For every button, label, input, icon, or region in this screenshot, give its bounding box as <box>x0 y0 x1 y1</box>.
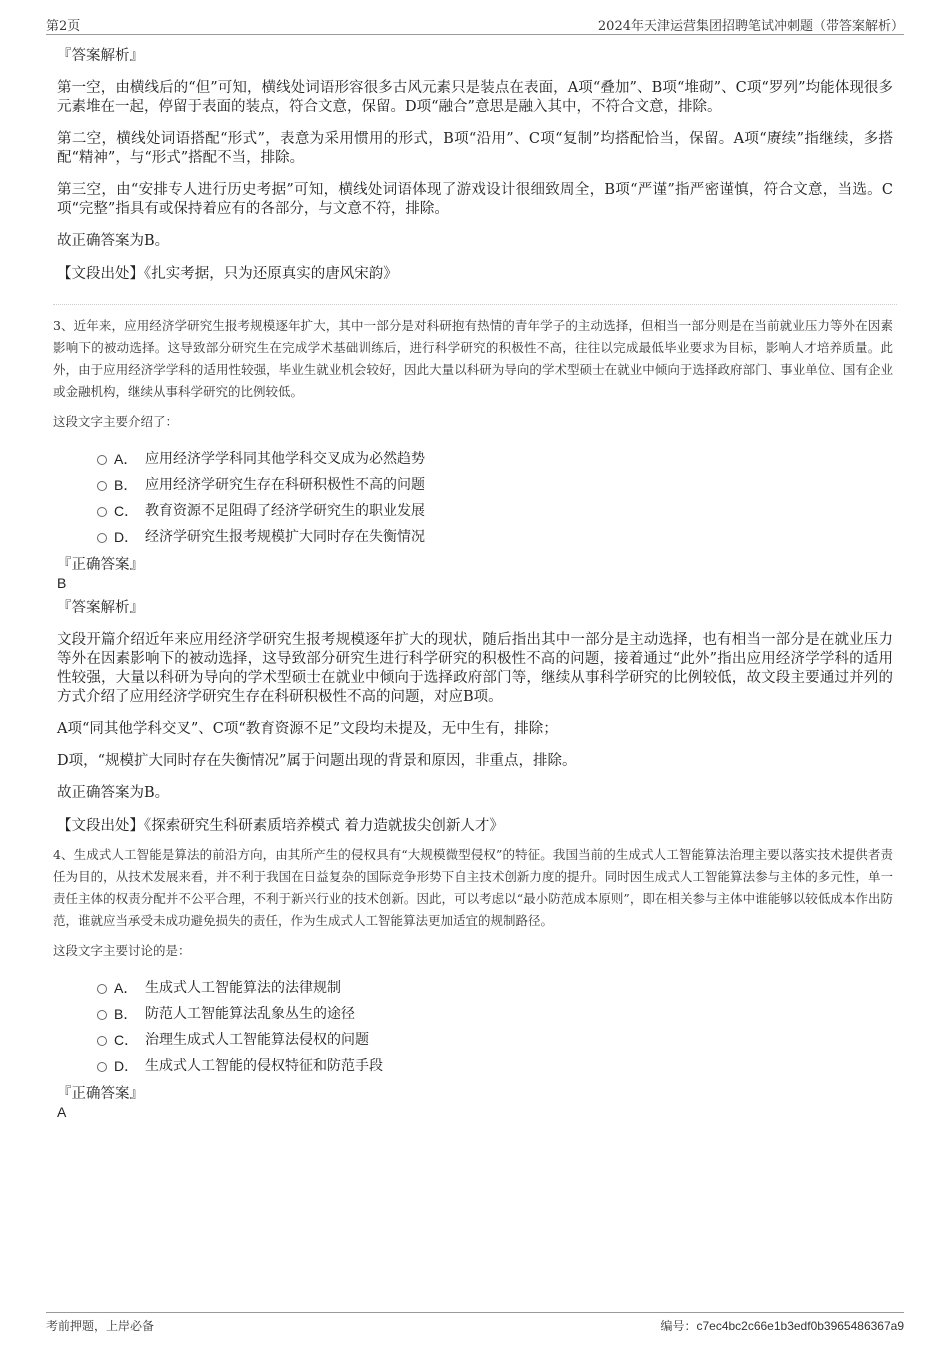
option-letter: B． <box>114 477 138 493</box>
question-3-text: 3、近年来，应用经济学研究生报考规模逐年扩大，其中一部分是对科研抱有热情的青年学子的主动选择，但相当一部分则是在当前就业压力等外在因素影响下的被动选择。这导致部分研究生在完成学术基础训练后，进行科学研究的积极性不高，往往以完成最低毕业要求为目标，影响人才培养质量。此外，由于应用经济学学科的适用性较强，毕业生就业机会较好，因此大量以科研为导向的学术型硕士在就业中倾向于选择政府部门、事业单位、国有企业或金融机构，继续从事科学研究的比例较低。 <box>53 318 893 399</box>
option-text: 生成式人工智能算法的法律规制 <box>145 980 341 996</box>
analysis-paragraph: D项，“规模扩大同时存在失衡情况”属于问题出现的背景和原因，非重点，排除。 <box>57 753 577 769</box>
radio-button[interactable] <box>97 1010 107 1020</box>
correct-answer-value: B <box>57 575 67 591</box>
option-text: 经济学研究生报考规模扩大同时存在失衡情况 <box>145 529 425 545</box>
option-letter: D． <box>114 529 139 545</box>
radio-button[interactable] <box>97 1062 107 1072</box>
option-c[interactable] <box>97 498 893 524</box>
analysis-heading: 『答案解析』 <box>57 48 144 64</box>
option-text: 应用经济学学科同其他学科交叉成为必然趋势 <box>145 451 425 467</box>
analysis-paragraph: 第一空，由横线后的“但”可知，横线处词语形容很多古风元素只是装点在表面，A项“叠加”、B项“堆砌”、C项“罗列”均能体现很多元素堆在一起，停留于表面的装点，符合文意，保留。D项“融合”意思是融入其中，不符合文意，排除。 <box>57 80 893 115</box>
option-text: 生成式人工智能的侵权特征和防范手段 <box>145 1058 383 1074</box>
option-a[interactable] <box>97 975 893 1001</box>
page-footer <box>46 1312 904 1333</box>
option-text: 防范人工智能算法乱象丛生的途径 <box>145 1006 355 1022</box>
option-letter: C． <box>114 1032 139 1048</box>
radio-button[interactable] <box>97 1036 107 1046</box>
source-citation: 【文段出处】《扎实考据，只为还原真实的唐风宋韵》 <box>57 266 398 282</box>
analysis-paragraph: 文段开篇介绍近年来应用经济学研究生报考规模逐年扩大的现状，随后指出其中一部分是主动选择，也有相当一部分是在就业压力等外在因素影响下的被动选择，这导致部分研究生进行科学研究的积极性不高的问题，接着通过“此外”指出应用经济学学科的适用性较强，大量以科研为导向的学术型硕士在就业中倾向于选择政府部门等，继续从事科学研究的比例较低，故文段主要通过并列的方式介绍了应用经济学研究生存在科研积极性不高的问题，对应B项。 <box>57 632 893 705</box>
page-content <box>53 46 893 1127</box>
question-3-prompt: 这段文字主要介绍了： <box>53 414 179 429</box>
code-value: c7ec4bc2c66e1b3edf0b3965486367a9 <box>696 1319 904 1333</box>
option-b[interactable] <box>97 472 893 498</box>
source-citation: 【文段出处】《探索研究生科研素质培养模式 着力造就拔尖创新人才》 <box>57 818 504 834</box>
analysis-conclusion: 故正确答案为B。 <box>57 785 170 801</box>
page-number: 第2页 <box>46 19 81 34</box>
code-label: 编号： <box>660 1319 697 1333</box>
analysis-conclusion: 故正确答案为B。 <box>57 233 170 249</box>
analysis-heading: 『答案解析』 <box>57 600 144 616</box>
page-header <box>46 14 904 35</box>
divider <box>53 304 897 305</box>
option-d[interactable] <box>97 1053 893 1079</box>
radio-button[interactable] <box>97 455 107 465</box>
footer-slogan: 考前押题，上岸必备 <box>46 1319 155 1333</box>
analysis-paragraph: A项“同其他学科交叉”、C项“教育资源不足”文段均未提及，无中生有，排除； <box>57 721 558 737</box>
correct-answer-heading: 『正确答案』 <box>57 557 144 573</box>
option-letter: C． <box>114 503 139 519</box>
option-text: 教育资源不足阻碍了经济学研究生的职业发展 <box>145 503 425 519</box>
correct-answer-value: A <box>57 1104 67 1120</box>
analysis-paragraph: 第二空，横线处词语搭配“形式”，表意为采用惯用的形式，B项“沿用”、C项“复制”均搭配恰当，保留。A项“赓续”指继续，多搭配“精神”，与“形式”搭配不当，排除。 <box>57 131 893 166</box>
question-4-options <box>97 975 893 1079</box>
option-letter: A． <box>114 451 138 467</box>
radio-button[interactable] <box>97 984 107 994</box>
radio-button[interactable] <box>97 507 107 517</box>
option-text: 治理生成式人工智能算法侵权的问题 <box>145 1032 369 1048</box>
option-d[interactable] <box>97 524 893 550</box>
question-3-options <box>97 446 893 550</box>
radio-button[interactable] <box>97 533 107 543</box>
option-a[interactable] <box>97 446 893 472</box>
option-letter: A． <box>114 980 138 996</box>
radio-button[interactable] <box>97 481 107 491</box>
option-letter: D． <box>114 1058 139 1074</box>
question-4-prompt: 这段文字主要讨论的是： <box>53 943 191 958</box>
question-4-text: 4、生成式人工智能是算法的前沿方向，由其所产生的侵权具有“大规模微型侵权”的特征。我国当前的生成式人工智能算法治理主要以落实技术提供者责任为目的，从技术发展来看，并不利于我国在日益复杂的国际竞争形势下自主技术创新力度的提升。同时因生成式人工智能算法参与主体的多元性，单一责任主体的权责分配并不公平合理，不利于新兴行业的技术创新。因此，可以考虑以“最小防范成本原则”，即在相关参与主体中谁能够以较低成本作出防范，谁就应当承受未成功避免损失的责任，作为生成式人工智能算法更加适宜的规制路径。 <box>53 847 893 928</box>
correct-answer-heading: 『正确答案』 <box>57 1086 144 1102</box>
option-b[interactable] <box>97 1001 893 1027</box>
document-title: 2024年天津运营集团招聘笔试冲刺题（带答案解析） <box>597 19 904 34</box>
document-code <box>660 1317 904 1334</box>
option-letter: B． <box>114 1006 138 1022</box>
option-text: 应用经济学研究生存在科研积极性不高的问题 <box>145 477 425 493</box>
option-c[interactable] <box>97 1027 893 1053</box>
analysis-paragraph: 第三空，由“安排专人进行历史考据”可知，横线处词语体现了游戏设计很细致周全，B项“严谨”指严密谨慎，符合文意，当选。C项“完整”指具有或保持着应有的各部分，与文意不符，排除。 <box>57 182 893 217</box>
